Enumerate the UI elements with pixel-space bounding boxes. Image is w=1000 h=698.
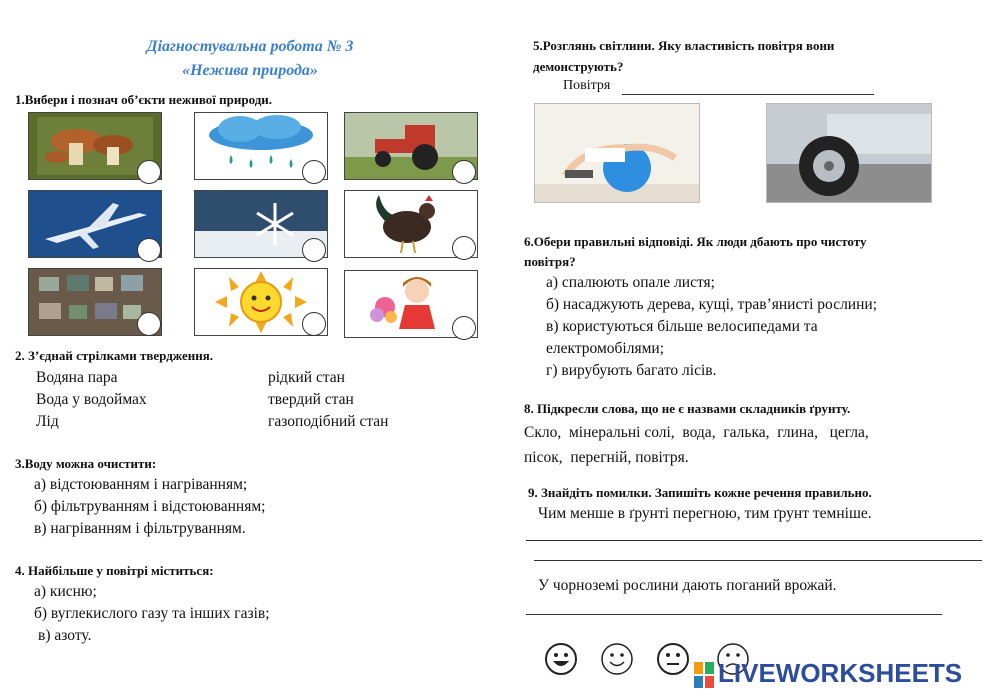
title-line-1: Діагностувальна робота № 3 (146, 38, 354, 55)
option[interactable]: в) користуються більше велосипедами та (546, 318, 818, 335)
question-3: 3.Воду можна очистити: (15, 456, 157, 471)
question-5-line-2: демонструють? (533, 59, 624, 74)
title-line-2: «Нежива природа» (182, 62, 318, 79)
answer-line[interactable] (622, 94, 874, 95)
words-line-1[interactable]: Скло, мінеральні солі, вода, галька, глина, цегла, (524, 424, 869, 441)
option[interactable]: в) нагріванням і фільтруванням. (34, 520, 246, 537)
option[interactable]: а) кисню; (34, 583, 97, 600)
statement-right-3: газоподібний стан (268, 413, 389, 430)
neutral-smiley-icon[interactable] (656, 642, 690, 676)
answer-circle[interactable] (137, 238, 161, 262)
option[interactable]: г) вирубують багато лісів. (546, 362, 717, 379)
option[interactable]: б) вуглекислого газу та інших газів; (34, 605, 270, 622)
answer-circle[interactable] (302, 160, 326, 184)
answer-circle[interactable] (452, 316, 476, 340)
happy-smiley-icon[interactable] (544, 642, 578, 676)
question-4: 4. Найбільше у повітрі міститься: (15, 563, 214, 578)
answer-label: Повітря (563, 78, 611, 93)
question-6-line-2: повітря? (524, 254, 576, 269)
option[interactable]: б) фільтруванням і відстоюванням; (34, 498, 266, 515)
question-5-line-1: 5.Розглянь світлини. Яку властивість повітря вони (533, 38, 835, 53)
answer-circle[interactable] (137, 160, 161, 184)
smile-smiley-icon[interactable] (600, 642, 634, 676)
statement-left-2: Вода у водоймах (36, 391, 147, 408)
question-2: 2. З’єднай стрілками твердження. (15, 348, 214, 363)
words-line-2[interactable]: пісок, перегній, повітря. (524, 449, 689, 466)
question-9: 9. Знайдіть помилки. Запишіть кожне речення правильно. (528, 485, 872, 500)
option[interactable]: в) азоту. (38, 627, 92, 644)
statement-left-1: Водяна пара (36, 369, 118, 386)
sentence-2: У чорноземі рослини дають поганий врожай. (538, 577, 837, 594)
option-continuation: електромобілями; (546, 340, 665, 357)
liveworksheets-logo: LIVEWORKSHEETS (718, 658, 963, 688)
question-8: 8. Підкресли слова, що не є назвами складників ґрунту. (524, 401, 851, 416)
option[interactable]: а) спалюють опале листя; (546, 274, 715, 291)
answer-circle[interactable] (452, 236, 476, 260)
answer-circle[interactable] (452, 160, 476, 184)
statement-right-1: рідкий стан (268, 369, 345, 386)
question-1: 1.Вибери і познач об’єкти неживої природи. (15, 92, 273, 107)
liveworksheets-logo-icon (694, 662, 714, 688)
exercise-ball-photo (534, 103, 700, 203)
option[interactable]: б) насаджують дерева, кущі, трав’янисті рослини; (546, 296, 877, 313)
car-tire-photo (766, 103, 932, 203)
answer-line[interactable] (526, 614, 942, 615)
answer-circle[interactable] (137, 312, 161, 336)
question-6-line-1: 6.Обери правильні відповіді. Як люди дбають про чистоту (524, 234, 867, 249)
statement-right-2: твердий стан (268, 391, 354, 408)
answer-circle[interactable] (302, 238, 326, 262)
option[interactable]: а) відстоюванням і нагріванням; (34, 476, 248, 493)
answer-circle[interactable] (302, 312, 326, 336)
answer-line[interactable] (534, 560, 982, 561)
statement-left-3: Лід (36, 413, 59, 430)
sentence-1: Чим менше в ґрунті перегною, тим ґрунт темніше. (538, 505, 872, 522)
answer-line[interactable] (526, 540, 982, 541)
